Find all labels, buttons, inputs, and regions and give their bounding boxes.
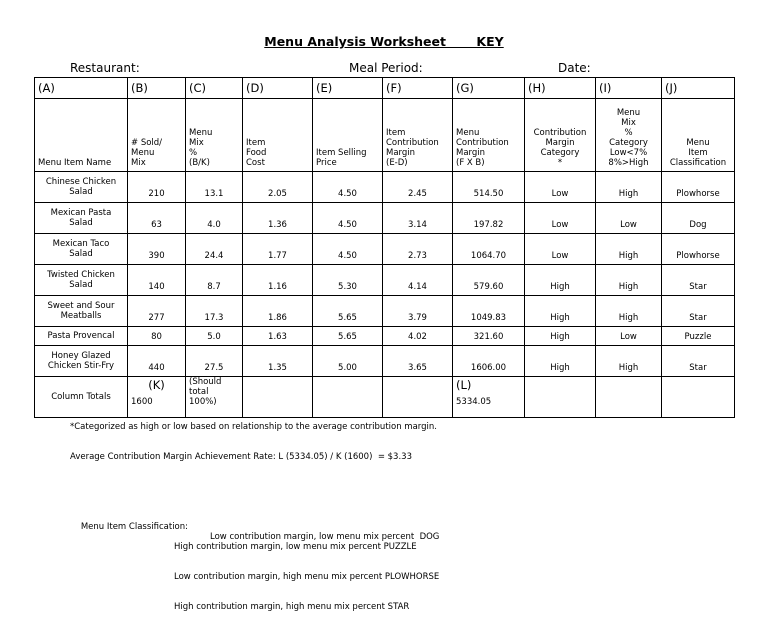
cell-mcm: 579.60 <box>453 265 525 296</box>
cell-mix: 17.3 <box>186 296 243 327</box>
cell-cost: 1.16 <box>243 265 313 296</box>
worksheet-title: Menu Analysis Worksheet KEY <box>264 34 504 49</box>
cell-mix: 5.0 <box>186 327 243 346</box>
cell-price: 5.30 <box>313 265 383 296</box>
cell-mixcat: High <box>596 346 662 377</box>
column-letter: (I) <box>596 78 662 99</box>
cell-sold: 63 <box>128 203 186 234</box>
cell-cm: 3.65 <box>383 346 453 377</box>
column-header: # Sold/ Menu Mix <box>128 99 186 172</box>
cell-sold: 277 <box>128 296 186 327</box>
column-letter: (D) <box>243 78 313 99</box>
column-letters-row <box>35 78 735 99</box>
worksheet-notes <box>70 402 439 622</box>
column-header: Menu Item Name <box>35 99 128 172</box>
totals-label: Column Totals <box>35 377 128 418</box>
table-row <box>35 203 735 234</box>
cell-mcm: 514.50 <box>453 172 525 203</box>
cell-mcm: 1064.70 <box>453 234 525 265</box>
menu-item-name: Honey Glazed Chicken Stir-Fry <box>35 346 128 377</box>
column-letter: (H) <box>525 78 596 99</box>
column-header: Item Contribution Margin (E-D) <box>383 99 453 172</box>
cell-cost: 2.05 <box>243 172 313 203</box>
cell-cost: 1.36 <box>243 203 313 234</box>
classification-puzzle: High contribution margin, low menu mix percent PUZZLE <box>174 542 417 552</box>
column-header: Item Food Cost <box>243 99 313 172</box>
k-value: 1600 <box>131 397 153 407</box>
k-letter: (K) <box>148 378 165 392</box>
cell-cm: 2.45 <box>383 172 453 203</box>
cell-mix: 8.7 <box>186 265 243 296</box>
cell-cm: 4.14 <box>383 265 453 296</box>
cell-mixcat: High <box>596 265 662 296</box>
l-letter: (L) <box>456 378 472 392</box>
note-categorized: *Categorized as high or low based on relationship to the average contribution margin. <box>70 422 437 432</box>
column-header: Contribution Margin Category * <box>525 99 596 172</box>
cell-cmcat: High <box>525 296 596 327</box>
menu-item-name: Mexican Taco Salad <box>35 234 128 265</box>
cell-price: 5.65 <box>313 327 383 346</box>
cell-cls: Plowhorse <box>662 234 735 265</box>
menu-item-name: Mexican Pasta Salad <box>35 203 128 234</box>
cell-cls: Star <box>662 346 735 377</box>
menu-item-name: Sweet and Sour Meatballs <box>35 296 128 327</box>
cell-mixcat: High <box>596 234 662 265</box>
cell-cost: 1.86 <box>243 296 313 327</box>
column-letter: (G) <box>453 78 525 99</box>
cell-cost: 1.35 <box>243 346 313 377</box>
cell-mix: 13.1 <box>186 172 243 203</box>
menu-analysis-table <box>34 77 735 418</box>
cell-mcm: 1049.83 <box>453 296 525 327</box>
cell-cls: Star <box>662 265 735 296</box>
column-header: Menu Mix % Category Low<7% 8%>High <box>596 99 662 172</box>
cell-cls: Puzzle <box>662 327 735 346</box>
cell-cost: 1.77 <box>243 234 313 265</box>
l-value: 5334.05 <box>456 397 492 407</box>
cell-cm: 3.79 <box>383 296 453 327</box>
cell-sold: 80 <box>128 327 186 346</box>
cell-mcm: 1606.00 <box>453 346 525 377</box>
cell-cmcat: High <box>525 346 596 377</box>
column-letter: (F) <box>383 78 453 99</box>
column-header: Item Selling Price <box>313 99 383 172</box>
table-row <box>35 265 735 296</box>
cell-cmcat: High <box>525 265 596 296</box>
column-header: Menu Contribution Margin (F X B) <box>453 99 525 172</box>
cell-mixcat: High <box>596 172 662 203</box>
table-row <box>35 172 735 203</box>
cell-price: 5.65 <box>313 296 383 327</box>
cell-mcm: 197.82 <box>453 203 525 234</box>
menu-item-name: Twisted Chicken Salad <box>35 265 128 296</box>
date-label: Date: <box>558 61 591 75</box>
cell-cm: 2.73 <box>383 234 453 265</box>
cell-price: 5.00 <box>313 346 383 377</box>
cell-cmcat: Low <box>525 203 596 234</box>
column-letter: (B) <box>128 78 186 99</box>
cell-mixcat: Low <box>596 327 662 346</box>
column-letter: (A) <box>35 78 128 99</box>
cell-mix: 4.0 <box>186 203 243 234</box>
cell-mixcat: High <box>596 296 662 327</box>
table-row <box>35 234 735 265</box>
menu-item-name: Pasta Provencal <box>35 327 128 346</box>
cell-cost: 1.63 <box>243 327 313 346</box>
cell-cmcat: High <box>525 327 596 346</box>
menu-item-name: Chinese Chicken Salad <box>35 172 128 203</box>
cell-cm: 4.02 <box>383 327 453 346</box>
cell-cls: Dog <box>662 203 735 234</box>
cell-mcm: 321.60 <box>453 327 525 346</box>
cell-sold: 390 <box>128 234 186 265</box>
cell-cmcat: Low <box>525 172 596 203</box>
column-header: Menu Item Classification <box>662 99 735 172</box>
cell-price: 4.50 <box>313 234 383 265</box>
cell-mix: 27.5 <box>186 346 243 377</box>
cell-price: 4.50 <box>313 203 383 234</box>
classification-star: High contribution margin, high menu mix percent STAR <box>174 602 410 612</box>
column-letter: (J) <box>662 78 735 99</box>
cell-cls: Plowhorse <box>662 172 735 203</box>
table-row <box>35 327 735 346</box>
cell-cm: 3.14 <box>383 203 453 234</box>
restaurant-label: Restaurant: <box>70 61 140 75</box>
table-row <box>35 296 735 327</box>
classification-label: Menu Item Classification: <box>80 522 189 532</box>
cell-price: 4.50 <box>313 172 383 203</box>
cell-mix: 24.4 <box>186 234 243 265</box>
total-contribution-cell <box>453 377 525 418</box>
classification-dog: Low contribution margin, low menu mix percent DOG <box>210 532 440 542</box>
classification-plowhorse: Low contribution margin, high menu mix percent PLOWHORSE <box>174 572 440 582</box>
table-row <box>35 346 735 377</box>
note-average-rate: Average Contribution Margin Achievement Rate: L (5334.05) / K (1600) = $3.33 <box>70 452 412 462</box>
column-headers-row <box>35 99 735 172</box>
cell-cmcat: Low <box>525 234 596 265</box>
column-header: Menu Mix % (B/K) <box>186 99 243 172</box>
cell-cls: Star <box>662 296 735 327</box>
column-letter: (E) <box>313 78 383 99</box>
meal-period-label: Meal Period: <box>349 61 423 75</box>
column-letter: (C) <box>186 78 243 99</box>
menu-mix-note: (Should total 100%) <box>189 377 222 407</box>
cell-sold: 440 <box>128 346 186 377</box>
cell-sold: 140 <box>128 265 186 296</box>
cell-mixcat: Low <box>596 203 662 234</box>
cell-sold: 210 <box>128 172 186 203</box>
